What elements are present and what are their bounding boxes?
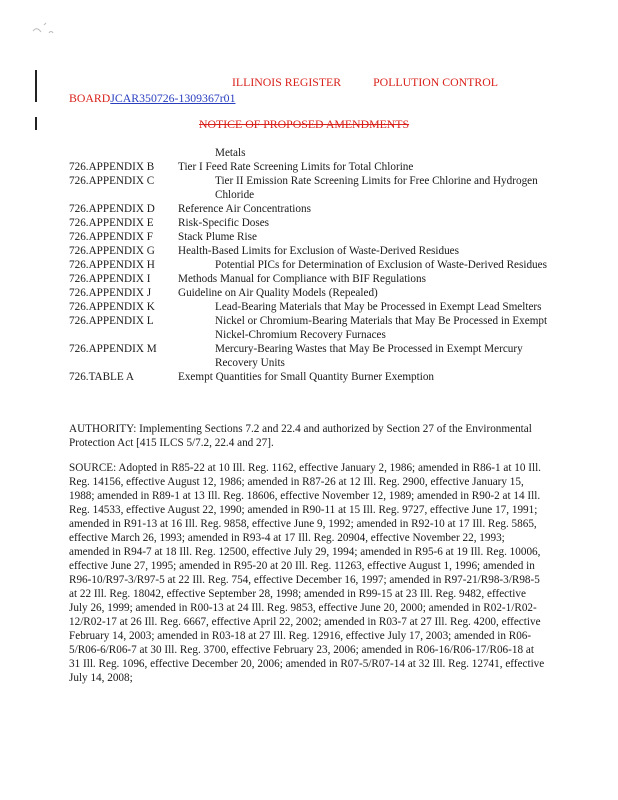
change-bar-mid	[35, 117, 37, 130]
appendix-title: Metals	[215, 147, 246, 159]
appendix-title: Mercury-Bearing Wastes that May Be Processed in Exempt Mercury Recovery Units	[215, 343, 523, 369]
appendix-row	[69, 230, 549, 244]
change-bar-top	[35, 70, 37, 102]
appendix-row	[69, 286, 549, 300]
appendix-row	[69, 216, 549, 230]
appendix-row	[69, 146, 549, 160]
appendix-row	[69, 160, 549, 174]
scribble-mark-icon	[30, 16, 56, 38]
appendix-row	[69, 258, 549, 272]
appendix-row	[69, 342, 549, 370]
notice-heading: NOTICE OF PROPOSED AMENDMENTS	[199, 117, 410, 131]
appendix-title: Reference Air Concentrations	[178, 203, 311, 215]
appendix-title: Exempt Quantities for Small Quantity Burner Exemption	[178, 371, 435, 383]
appendix-number	[69, 146, 178, 160]
appendix-title: Nickel or Chromium-Bearing Materials that May Be Processed in Exempt Nickel-Chromium Recovery Furnaces	[215, 315, 548, 341]
jcar-link[interactable]: JCAR350726-1309367r01	[110, 91, 236, 105]
appendix-number: 726.APPENDIX I	[69, 273, 151, 285]
authority-paragraph: AUTHORITY: Implementing Sections 7.2 and 22.4 and authorized by Section 27 of the Environmental Protection Act [415 ILCS 5/7.2, 22.4 and 27].	[69, 423, 532, 449]
appendix-title: Risk-Specific Doses	[178, 217, 270, 229]
board-label: BOARD	[69, 91, 111, 105]
appendix-row	[69, 300, 549, 314]
appendix-title: Potential PICs for Determination of Exclusion of Waste-Derived Residues	[215, 259, 547, 271]
appendix-row	[69, 370, 549, 384]
appendix-number: 726.TABLE A	[69, 371, 134, 383]
appendix-number: 726.APPENDIX H	[69, 259, 155, 271]
appendix-title: Tier I Feed Rate Screening Limits for Total Chlorine	[178, 161, 414, 173]
board-line	[69, 91, 235, 105]
appendix-row	[69, 174, 549, 202]
appendix-title: Methods Manual for Compliance with BIF Regulations	[178, 273, 426, 285]
appendix-title: Health-Based Limits for Exclusion of Waste-Derived Residues	[178, 245, 459, 257]
appendix-title: Guideline on Air Quality Models (Repealed)	[178, 287, 378, 299]
appendix-number: 726.APPENDIX K	[69, 301, 155, 313]
appendix-number: 726.APPENDIX B	[69, 161, 155, 173]
appendix-row	[69, 244, 549, 258]
appendix-list	[69, 146, 549, 384]
source-paragraph: SOURCE: Adopted in R85-22 at 10 Ill. Reg. 1162, effective January 2, 1986; amended in R86-1 at 10 Ill. Reg. 14156, effective August 12, 1986; amended in R87-26 at 12 Ill. Reg. 2900, effective January 15, 1988; amended in R89-1 at 13 Ill. Reg. 18606, effective November 12, 1989; amended in R90-2 at 14 Ill. Reg. 14533, effective August 22, 1990; amended in R90-11 at 15 Ill. Reg. 9727, effective June 17, 1991; amended in R91-13 at 16 Ill. Reg. 9858, effective June 9, 1992; amended in R92-10 at 17 Ill. Reg. 5865, effective March 26, 1993; amended in R93-4 at 17 Ill. Reg. 20904, effective November 22, 1993; amended in R94-7 at 18 Ill. Reg. 12500, effective July 29, 1994; amended in R95-6 at 19 Ill. Reg. 10006, effective June 27, 1995; amended in R95-20 at 20 Ill. Reg. 11263, effective August 1, 1996; amended in R96-10/R97-3/R97-5 at 22 Ill. Reg. 754, effective December 16, 1997; amended in R97-21/R98-3/R98-5 at 22 Ill. Reg. 18042, effective September 28, 1998; amended in R99-15 at 23 Ill. Reg. 9482, effective July 26, 1999; amended in R00-13 at 24 Ill. Reg. 9853, effective June 20, 2000; amended in R02-1/R02-12/R02-17 at 26 Ill. Reg. 6667, effective April 22, 2002; amended in R03-7 at 27 Ill. Reg. 4200, effective February 14, 2003; amended in R03-18 at 27 Ill. Reg. 12916, effective July 17, 2003; amended in R06-5/R06-6/R06-7 at 30 Ill. Reg. 3700, effective February 23, 2006; amended in R06-16/R06-17/R06-18 at 31 Ill. Reg. 1096, effective December 20, 2006; amended in R07-5/R07-14 at 32 Ill. Reg. 12741, effective July 14, 2008;	[69, 462, 545, 684]
agency-title: POLLUTION CONTROL	[373, 75, 498, 89]
appendix-number: 726.APPENDIX E	[69, 217, 154, 229]
appendix-row	[69, 202, 549, 216]
register-title: ILLINOIS REGISTER	[232, 75, 342, 89]
appendix-row	[69, 272, 549, 286]
appendix-number: 726.APPENDIX D	[69, 203, 155, 215]
appendix-title: Stack Plume Rise	[178, 231, 257, 243]
appendix-row	[69, 314, 549, 342]
appendix-number: 726.APPENDIX F	[69, 231, 153, 243]
appendix-title: Tier II Emission Rate Screening Limits for Free Chlorine and Hydrogen Chloride	[215, 175, 538, 201]
appendix-number: 726.APPENDIX J	[69, 287, 152, 299]
running-header	[232, 75, 498, 89]
appendix-number: 726.APPENDIX G	[69, 245, 155, 257]
appendix-number: 726.APPENDIX M	[69, 343, 157, 355]
appendix-number: 726.APPENDIX C	[69, 175, 155, 187]
appendix-number: 726.APPENDIX L	[69, 315, 154, 327]
appendix-title: Lead-Bearing Materials that May be Processed in Exempt Lead Smelters	[215, 301, 542, 313]
